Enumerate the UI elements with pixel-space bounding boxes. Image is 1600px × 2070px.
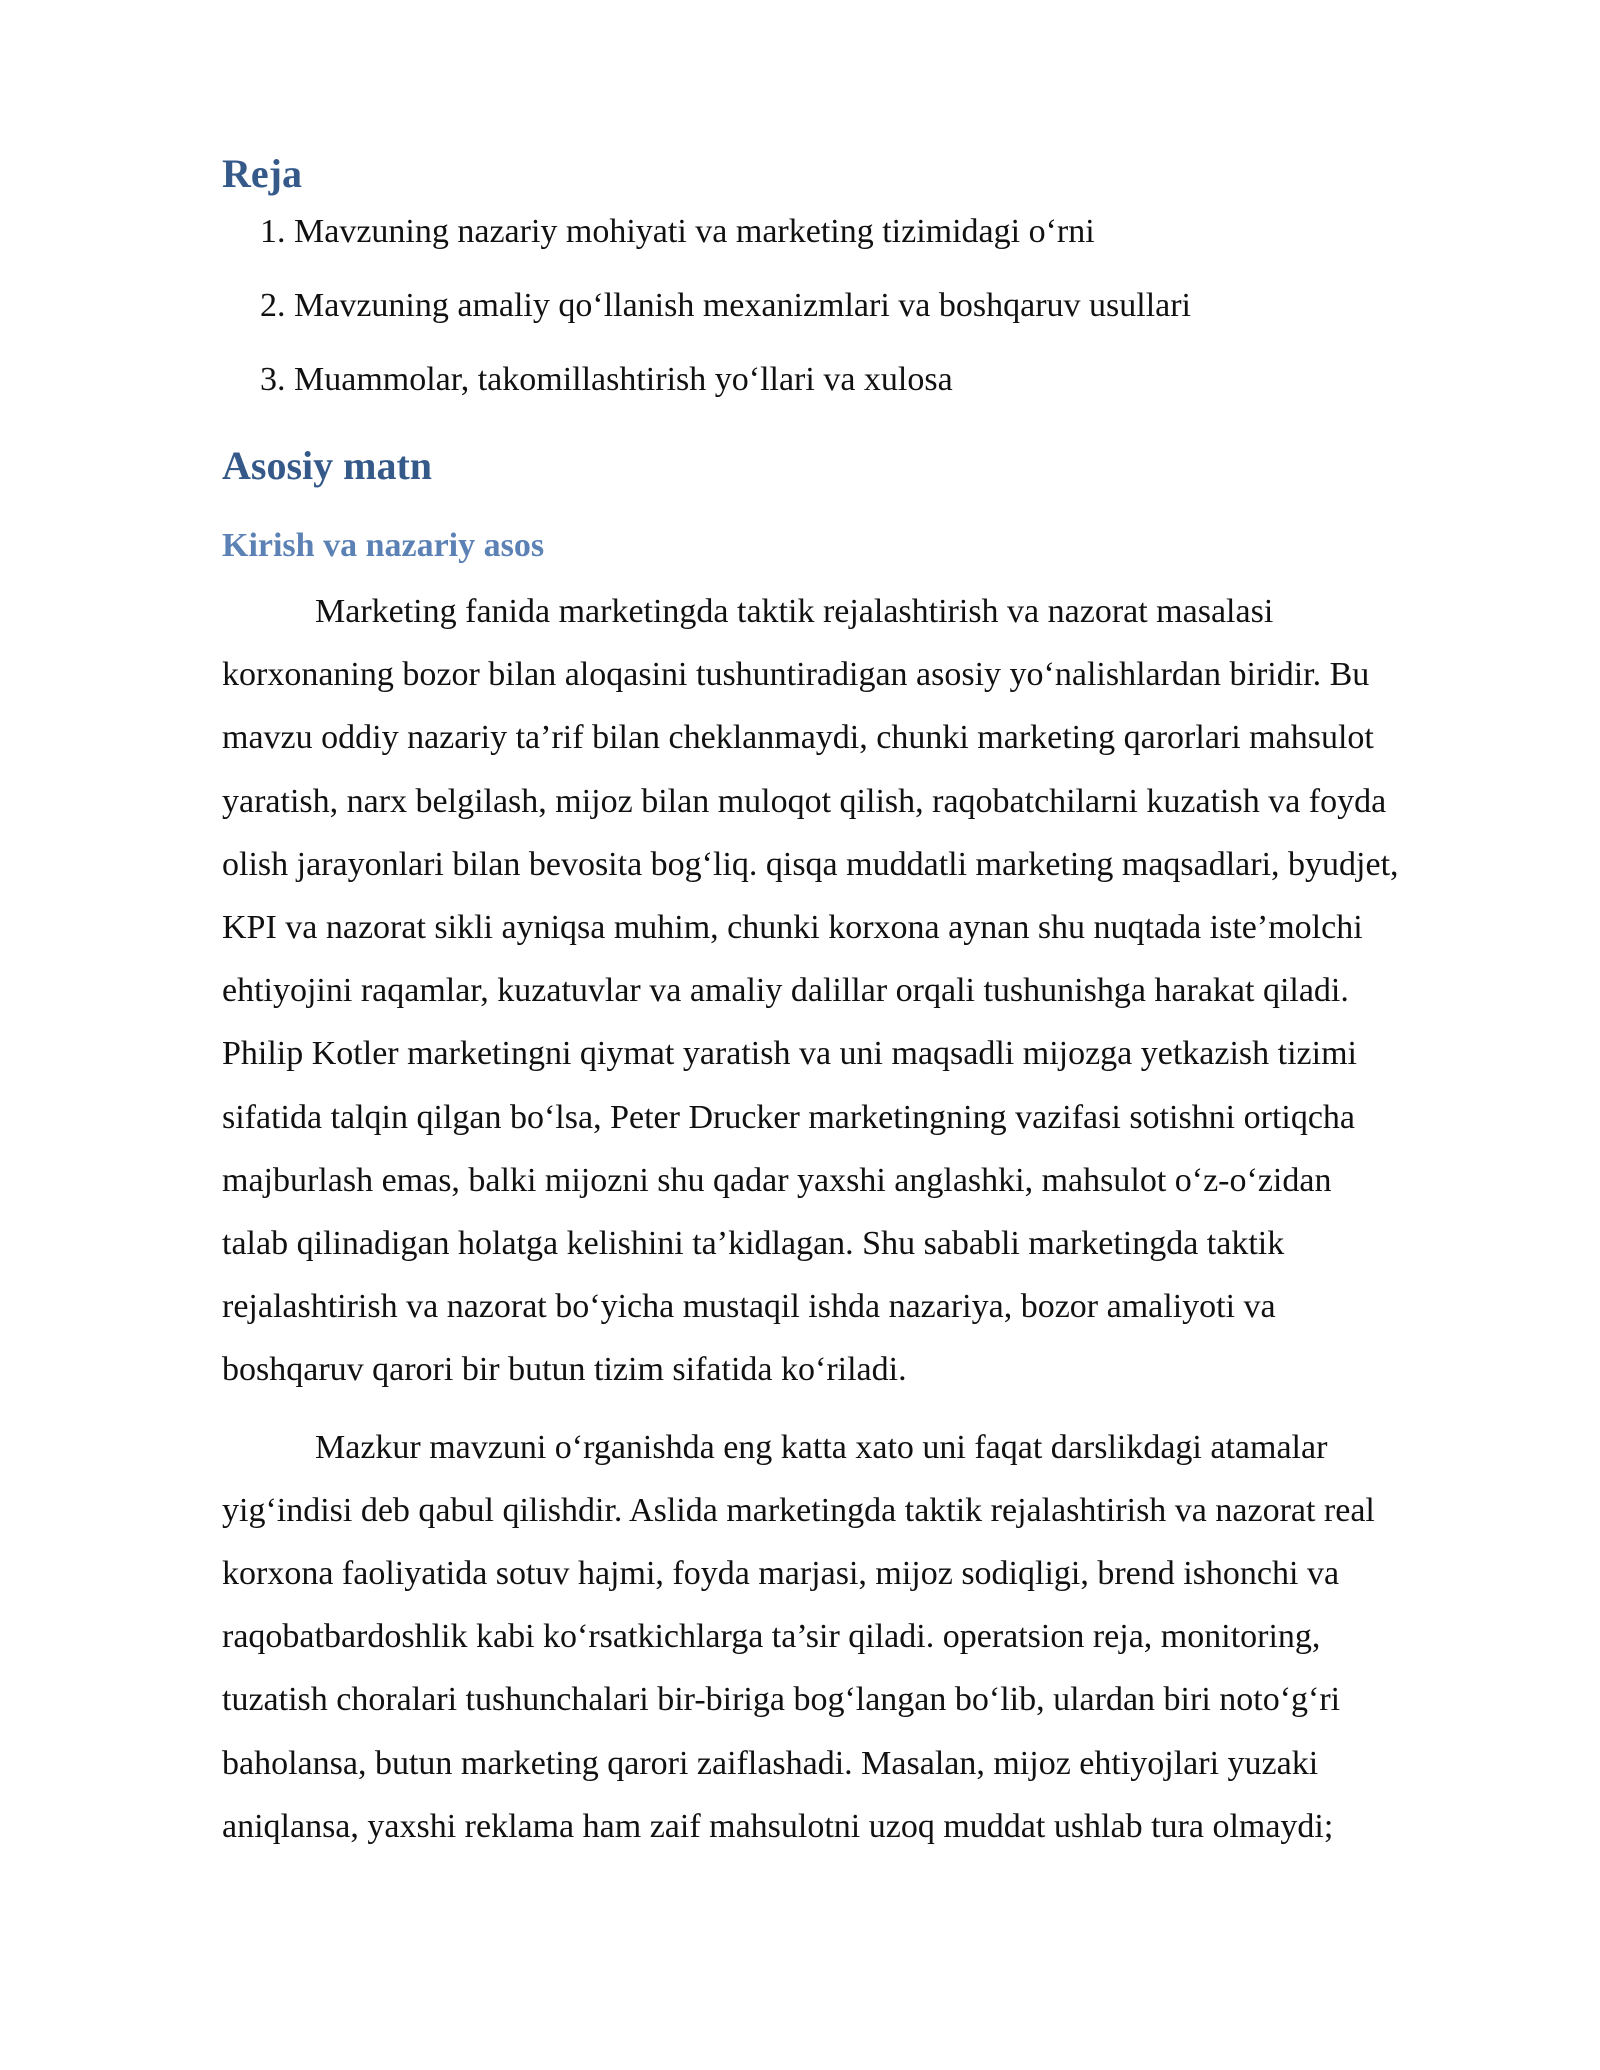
intro-subheading: Kirish va nazariy asos [222,527,545,564]
plan-heading: Reja [222,151,302,196]
plan-item-3: 3. Muammolar, takomillashtirish yo‘llari va xulosa [260,361,953,398]
document-page [222,150,1492,1858]
main-text-heading: Asosiy matn [222,443,433,488]
body-paragraph-1: Marketing fanida marketingda taktik rejalashtirish va nazorat masalasi korxonaning bozor bilan aloqasini tushuntiradigan asosiy yo‘nalishlardan biridir. Bu mavzu oddiy nazariy ta’rif bilan cheklanmaydi, chunki marketing qarorlari mahsulot yaratish, narx belgilash, mijoz bilan muloqot qilish, raqobatchilarni kuzatish va foyda olish jarayonlari bilan bevosita bog‘liq. qisqa muddatli marketing maqsadlari, byudjet, KPI va nazorat sikli ayniqsa muhim, chunki korxona aynan shu nuqtada iste’molchi ehtiyojini raqamlar, kuzatuvlar va amaliy dalillar orqali tushunishga harakat qiladi. Philip Kotler marketingni qiymat yaratish va uni maqsadli mijozga yetkazish tizimi sifatida talqin qilgan bo‘lsa, Peter Drucker marketingning vazifasi sotishni ortiqcha majburlash emas, balki mijozni shu qadar yaxshi anglashki, mahsulot o‘z-o‘zidan talab qilinadigan holatga kelishini ta’kidlagan. Shu sababli marketingda taktik rejalashtirish va nazorat bo‘yicha mustaqil ishda nazariya, bozor amaliyoti va boshqaruv qarori bir butun tizim sifatida ko‘riladi. [222,593,1399,1389]
plan-item-1: 1. Mavzuning nazariy mohiyati va marketing tizimidagi o‘rni [260,213,1095,250]
plan-list [222,212,1492,400]
plan-item-2: 2. Mavzuning amaliy qo‘llanish mexanizmlari va boshqaruv usullari [260,287,1191,324]
body-paragraph-2: Mazkur mavzuni o‘rganishda eng katta xato uni faqat darslikdagi atamalar yig‘indisi deb qabul qilishdir. Aslida marketingda taktik rejalashtirish va nazorat real korxona faoliyatida sotuv hajmi, foyda marjasi, mijoz sodiqligi, brend ishonchi va raqobatbardoshlik kabi ko‘rsatkichlarga ta’sir qiladi. operatsion reja, monitoring, tuzatish choralari tushunchalari bir-biriga bog‘langan bo‘lib, ulardan biri noto‘g‘ri baholansa, butun marketing qarori zaiflashadi. Masalan, mijoz ehtiyojlari yuzaki aniqlansa, yaxshi reklama ham zaif mahsulotni uzoq muddat ushlab tura olmaydi; [222,1428,1375,1845]
